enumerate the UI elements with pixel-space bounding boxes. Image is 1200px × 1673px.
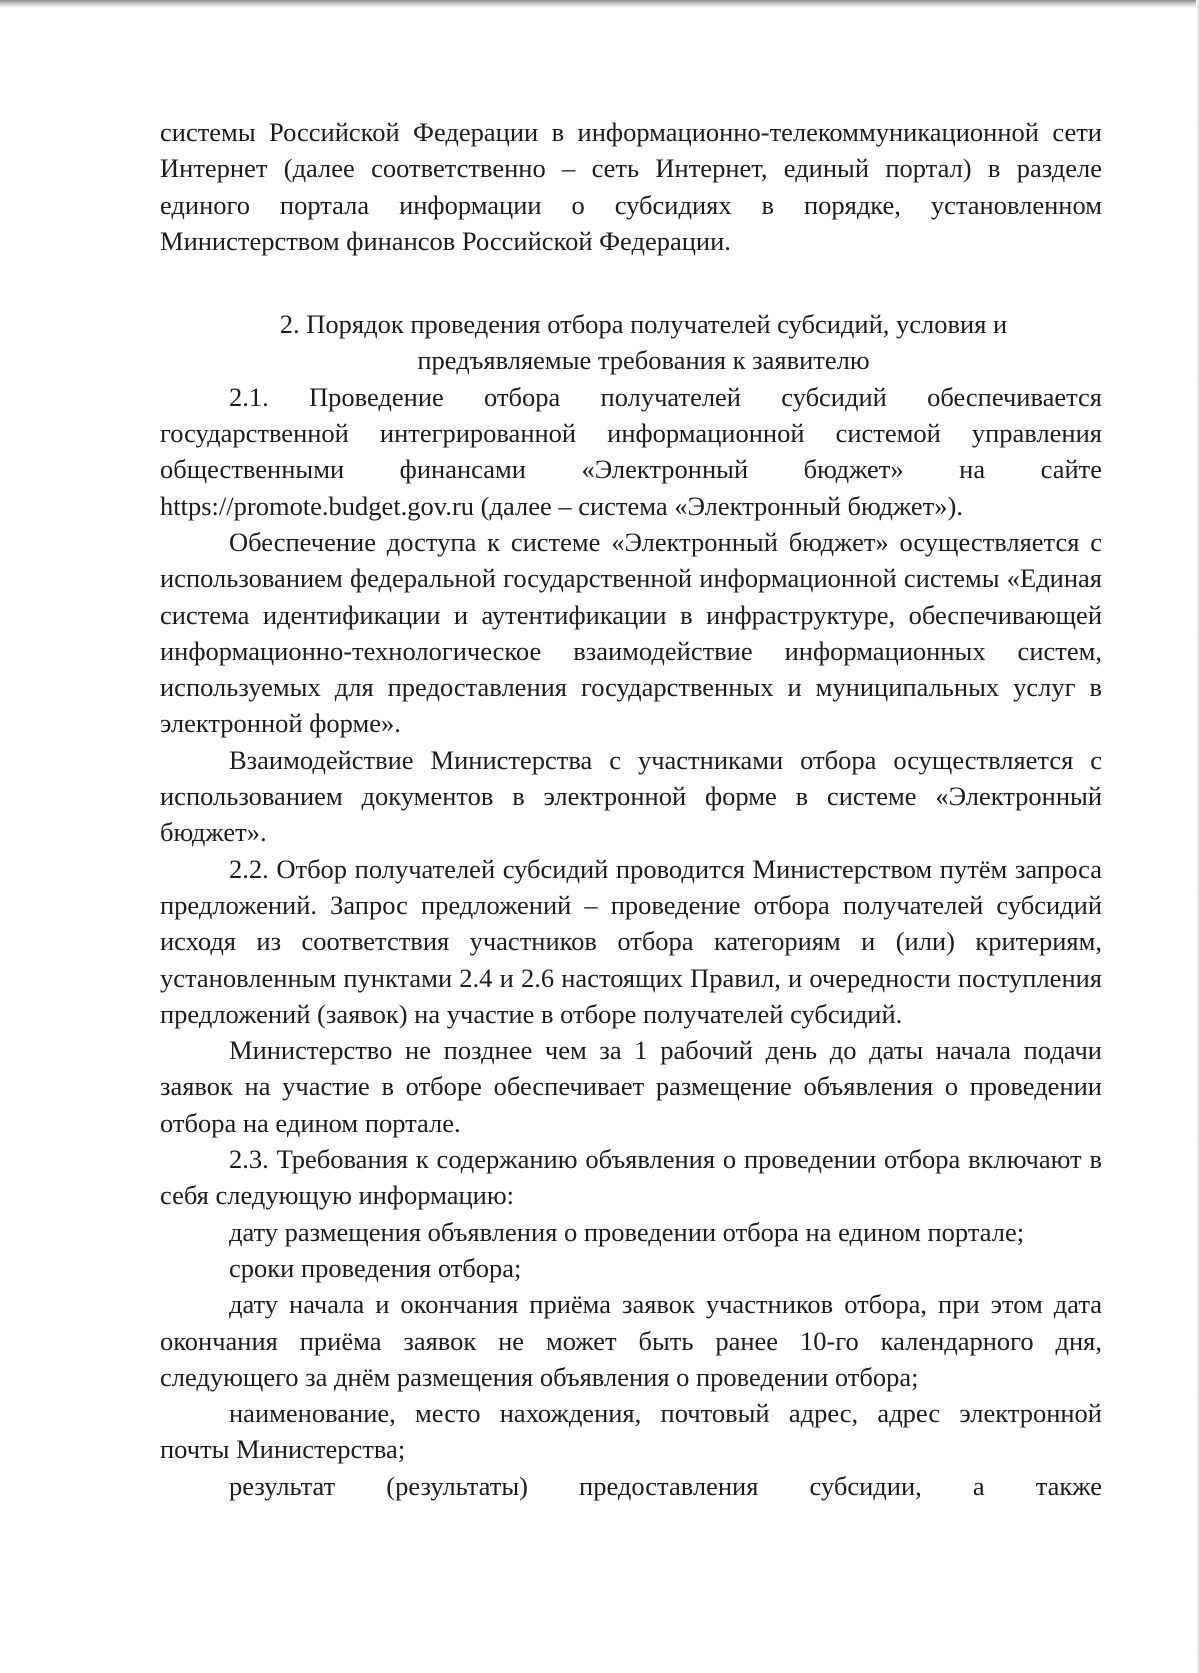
section-heading-line-2: предъявляемые требования к заявителю <box>417 345 870 376</box>
scan-edge-right <box>1196 0 1200 1673</box>
paragraph-2-2: 2.2. Отбор получателей субсидий проводится Министерством путём запроса предложений. Запрос предложений – проведение отбора получателей субсидий исходя из соответствия участников отбора категориям и (или) критериям, установленным пунктами 2.4 и 2.6 настоящих Правил, и очередности поступления предложений (заявок) на участие в отборе получателей субсидий. <box>160 853 1102 1029</box>
paragraph-access: Обеспечение доступа к системе «Электронный бюджет» осуществляется с использованием федеральной государственной информационной системы «Единая система идентификации и аутентификации в инфраструктуре, обеспечивающей информационно-технологическое взаимодействие информационных систем, используемых для предоставления государственных и муниципальных услуг в электронной форме». <box>160 526 1102 739</box>
list-item-ministry-contacts: наименование, место нахождения, почтовый адрес, адрес электронной почты Министерства; <box>160 1398 1102 1465</box>
list-item-posting-date: дату размещения объявления о проведении отбора на едином портале; <box>229 1216 1025 1247</box>
list-item-subsidy-results: результат (результаты) предоставления субсидии, а также <box>229 1470 1102 1501</box>
paragraph-announcement: Министерство не позднее чем за 1 рабочий день до даты начала подачи заявок на участие в отборе обеспечивает размещение объявления о проведении отбора на едином портале. <box>160 1035 1102 1138</box>
section-heading <box>160 306 1102 379</box>
intro-paragraph: системы Российской Федерации в информационно-телекоммуникационной сети Интернет (далее соответственно – сеть Интернет, единый портал) в разделе единого портала информации о субсидиях в порядке, установленном Министерством финансов Российской Федерации. <box>160 117 1102 256</box>
section-heading-line-1: 2. Порядок проведения отбора получателей субсидий, условия и <box>279 309 1008 340</box>
list-item-application-dates: дату начала и окончания приёма заявок участников отбора, при этом дата окончания приёма заявок не может быть ранее 10-го календарного дня, следующего за днём размещения объявления о проведении отбора; <box>160 1289 1102 1392</box>
document-page <box>160 114 1102 1504</box>
list-item-selection-terms: сроки проведения отбора; <box>229 1252 522 1283</box>
paragraph-2-1: 2.1. Проведение отбора получателей субсидий обеспечивается государственной интегрированной информационной системой управления общественными финансами «Электронный бюджет» на сайте https://promote.budget.gov.ru (далее – система «Электронный бюджет»). <box>160 381 1102 521</box>
paragraph-interaction: Взаимодействие Министерства с участниками отбора осуществляется с использованием документов в электронной форме в системе «Электронный бюджет». <box>160 744 1102 848</box>
paragraph-2-3: 2.3. Требования к содержанию объявления о проведении отбора включают в себя следующую информацию: <box>160 1144 1102 1211</box>
scan-edge-top <box>0 0 1200 8</box>
